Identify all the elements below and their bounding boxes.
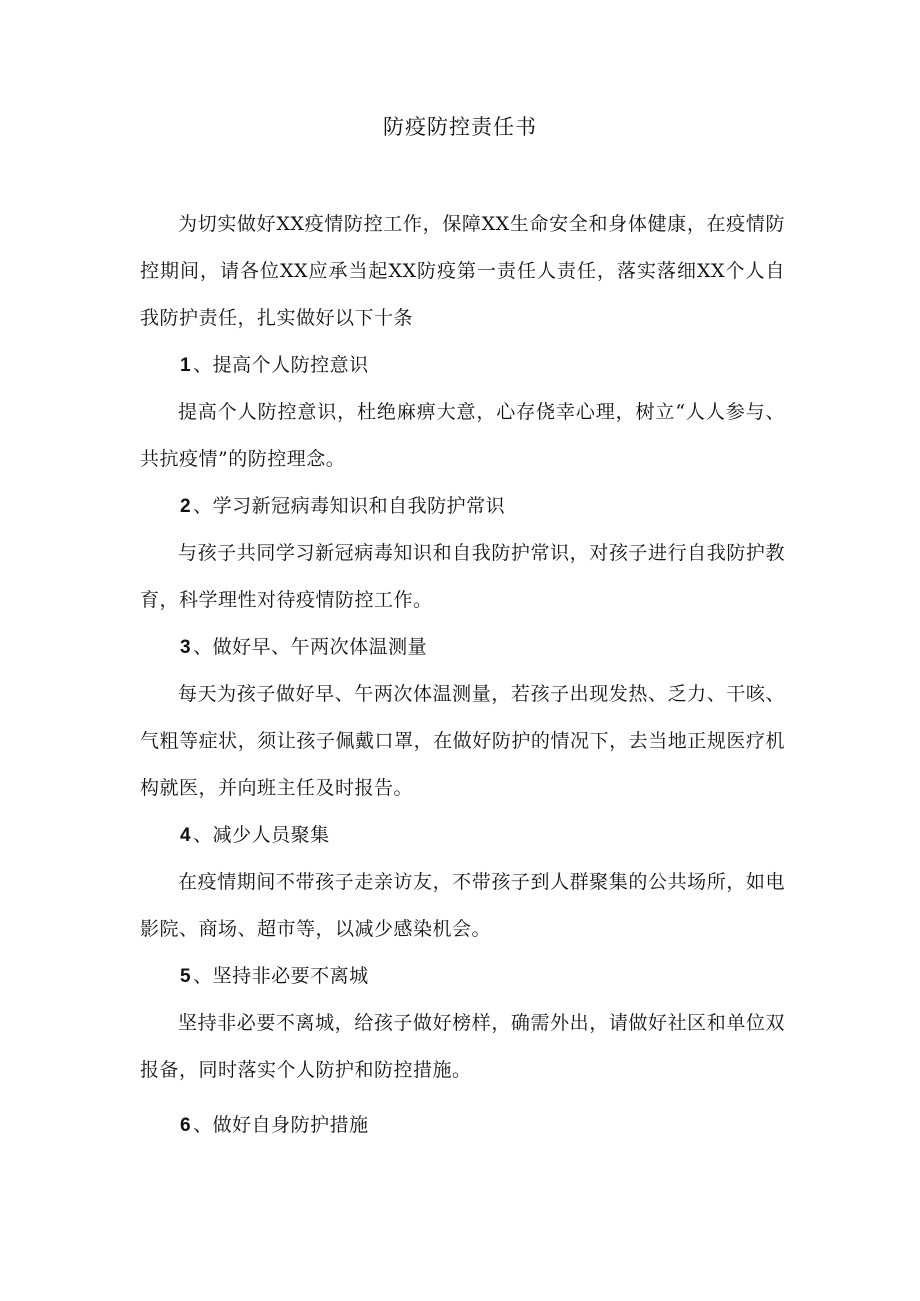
section-heading-3 [140, 624, 785, 671]
section-number: 3 [180, 637, 192, 658]
section-heading-2 [140, 483, 785, 530]
section-heading-text: 、做好早、午两次体温测量 [193, 636, 428, 658]
intro-paragraph: 为切实做好XX疫情防控工作，保障XX生命安全和身体健康，在疫情防控期间，请各位XX应承当起XX防疫第一责任人责任，落实落细XX个人自我防护责任，扎实做好以下十条 [140, 213, 785, 329]
section-heading-text: 、坚持非必要不离城 [193, 965, 369, 987]
section-number: 6 [180, 1115, 192, 1136]
section-number: 1 [180, 355, 192, 376]
section-heading-5 [140, 953, 785, 1000]
section-heading-text: 、提高个人防控意识 [193, 354, 369, 376]
document-body [140, 201, 785, 1149]
section-heading-text: 、减少人员聚集 [193, 824, 330, 846]
spacer [140, 1094, 785, 1102]
section-heading-text: 、做好自身防护措施 [193, 1114, 369, 1136]
section-body-5: 坚持非必要不离城，给孩子做好榜样，确需外出，请做好社区和单位双报备，同时落实个人防护和防控措施。 [140, 1012, 785, 1081]
document-title: 防疫防控责任书 [383, 115, 537, 139]
section-heading-text: 、学习新冠病毒知识和自我防护常识 [193, 495, 506, 517]
section-body-2: 与孩子共同学习新冠病毒知识和自我防护常识，对孩子进行自我防护教育，科学理性对待疫情防控工作。 [140, 542, 785, 611]
section-body-1: 提高个人防控意识，杜绝麻痹大意，心存侥幸心理，树立“人人参与、共抗疫情”的防控理念。 [140, 401, 785, 470]
section-heading-6 [140, 1102, 785, 1149]
section-number: 4 [180, 825, 192, 846]
section-body-3: 每天为孩子做好早、午两次体温测量，若孩子出现发热、乏力、干咳、气粗等症状，须让孩子佩戴口罩，在做好防护的情况下，去当地正规医疗机构就医，并向班主任及时报告。 [140, 683, 785, 799]
section-heading-1 [140, 342, 785, 389]
section-number: 2 [180, 496, 192, 517]
section-body-4: 在疫情期间不带孩子走亲访友，不带孩子到人群聚集的公共场所，如电影院、商场、超市等，以减少感染机会。 [140, 871, 785, 940]
section-number: 5 [180, 966, 192, 987]
section-heading-4 [140, 812, 785, 859]
